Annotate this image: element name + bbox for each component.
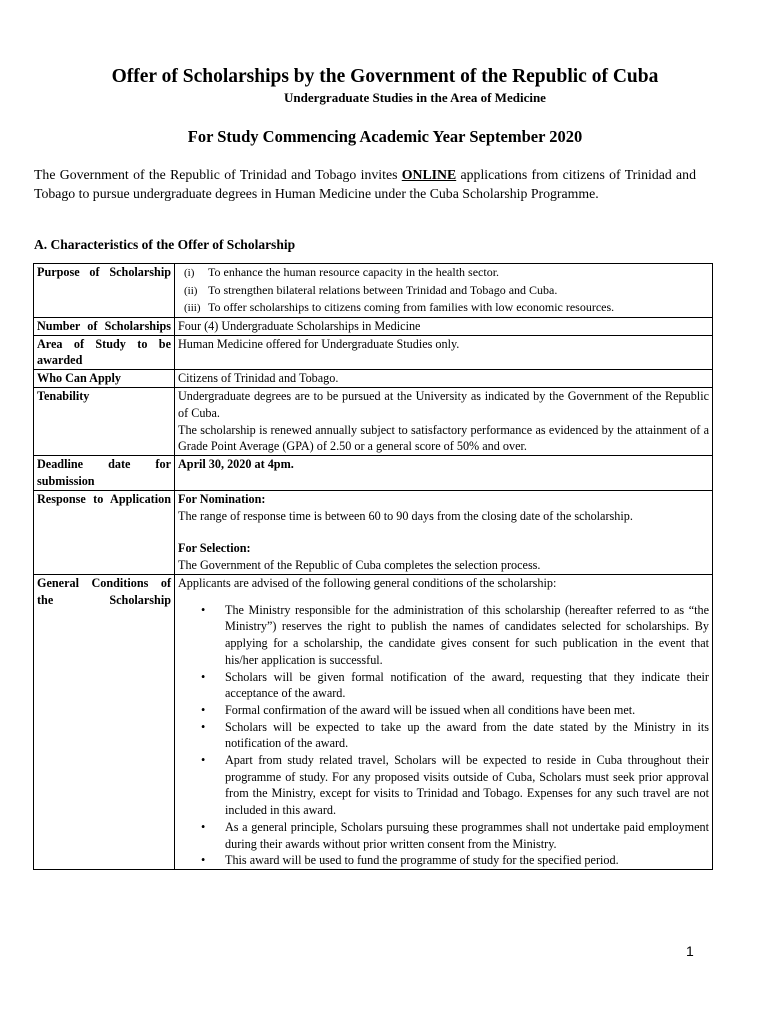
intro-text-start: The Government of the Republic of Trinidad and Tobago invites: [34, 167, 402, 182]
document-subtitle: Undergraduate Studies in the Area of Medicine: [284, 90, 546, 105]
row-who: [34, 370, 713, 388]
purpose-list: [178, 264, 709, 317]
study-period-heading: For Study Commencing Academic Year September 2020: [187, 127, 583, 146]
purpose-item: [184, 299, 709, 317]
value-who: Citizens of Trinidad and Tobago.: [175, 370, 713, 388]
condition-item: • Formal confirmation of the award will be issued when all conditions have been met.: [225, 702, 709, 719]
label-conditions: General Conditions of the Scholarship: [34, 574, 175, 869]
row-area: [34, 335, 713, 370]
purpose-item-text: To enhance the human resource capacity in the health sector.: [208, 265, 500, 279]
intro-paragraph: [34, 165, 696, 203]
intro-text-end: applications from citizens of Trinidad and Tobago to pursue undergraduate degrees in Human Medicine under the Cuba Scholarship Programme.: [34, 167, 696, 201]
page-number: 1: [686, 943, 694, 959]
scholarship-table: [33, 263, 713, 870]
condition-item: • Scholars will be expected to take up the award from the date stated by the Ministry in its notification of the award.: [225, 719, 709, 752]
value-area: Human Medicine offered for Undergraduate Studies only.: [175, 335, 713, 370]
purpose-item-number: (iii): [184, 302, 201, 315]
nomination-text: The range of response time is between 60 to 90 days from the closing date of the scholarship.: [178, 508, 633, 523]
nomination-heading: For Nomination:: [178, 491, 266, 506]
section-a-title: A. Characteristics of the Offer of Scholarship: [34, 237, 296, 252]
row-number: [34, 317, 713, 335]
value-purpose: [175, 264, 713, 318]
condition-item: • The Ministry responsible for the administration of this scholarship (hereafter referred to as “the Ministry”) reserves the right to publish the names of candidates selected for scholarships. By applying for a scholarship, the candidate gives consent for such publication in the event that his/her application is successful.: [225, 602, 709, 669]
value-response: [175, 490, 713, 574]
purpose-item: [184, 282, 709, 300]
value-tenability: [175, 387, 713, 455]
label-tenability: Tenability: [34, 387, 175, 455]
conditions-list: [178, 602, 709, 869]
selection-text: The Government of the Republic of Cuba completes the selection process.: [178, 558, 541, 573]
label-response: Response to Application: [34, 490, 175, 574]
purpose-item-text: To offer scholarships to citizens coming from families with low economic resources.: [208, 300, 615, 315]
label-area: Area of Study to be awarded: [34, 335, 175, 370]
row-tenability: [34, 387, 713, 455]
label-number: Number of Scholarships: [34, 317, 175, 335]
document-title: Offer of Scholarships by the Government of the Republic of Cuba: [111, 66, 659, 87]
row-response: [34, 490, 713, 574]
purpose-item-text: To strengthen bilateral relations between Trinidad and Tobago and Cuba.: [208, 282, 558, 297]
purpose-item: [184, 264, 709, 282]
value-number: Four (4) Undergraduate Scholarships in Medicine: [175, 317, 713, 335]
purpose-item-number: (ii): [184, 284, 198, 297]
row-deadline: [34, 456, 713, 491]
condition-item: • Apart from study related travel, Scholars will be expected to reside in Cuba throughout their programme of study. For any proposed visits outside of Cuba, Scholars must seek prior approval from the Ministry, except for visits to Trinidad and Tobago. Expenses for any such travel are not included in this award.: [225, 752, 709, 819]
selection-heading: For Selection:: [178, 541, 251, 556]
value-deadline: April 30, 2020 at 4pm.: [175, 456, 713, 491]
condition-item: • As a general principle, Scholars pursuing these programmes shall not undertake paid employment during their awards without prior written consent from the Ministry.: [225, 819, 709, 852]
purpose-item-number: (i): [184, 267, 195, 279]
label-deadline: Deadline date for submission: [34, 456, 175, 491]
value-conditions: [175, 574, 713, 869]
conditions-intro: Applicants are advised of the following general conditions of the scholarship:: [178, 575, 557, 590]
row-purpose: [34, 264, 713, 318]
condition-item: • Scholars will be given formal notification of the award, requesting that they indicate their acceptance of the award.: [225, 669, 709, 702]
tenability-paragraph: Undergraduate degrees are to be pursued at the University as indicated by the Government of the Republic of Cuba.: [178, 388, 709, 420]
label-purpose: Purpose of Scholarship: [34, 264, 175, 318]
tenability-paragraph: The scholarship is renewed annually subject to satisfactory performance as evidenced by the attainment of a Grade Point Average (GPA) of 2.50 or a general score of 50% and over.: [178, 422, 709, 454]
spacer: [178, 524, 709, 540]
condition-item: • This award will be used to fund the programme of study for the specified period.: [225, 852, 709, 869]
online-emphasis: ONLINE: [401, 167, 457, 182]
row-conditions: [34, 574, 713, 869]
label-who: Who Can Apply: [34, 370, 175, 388]
